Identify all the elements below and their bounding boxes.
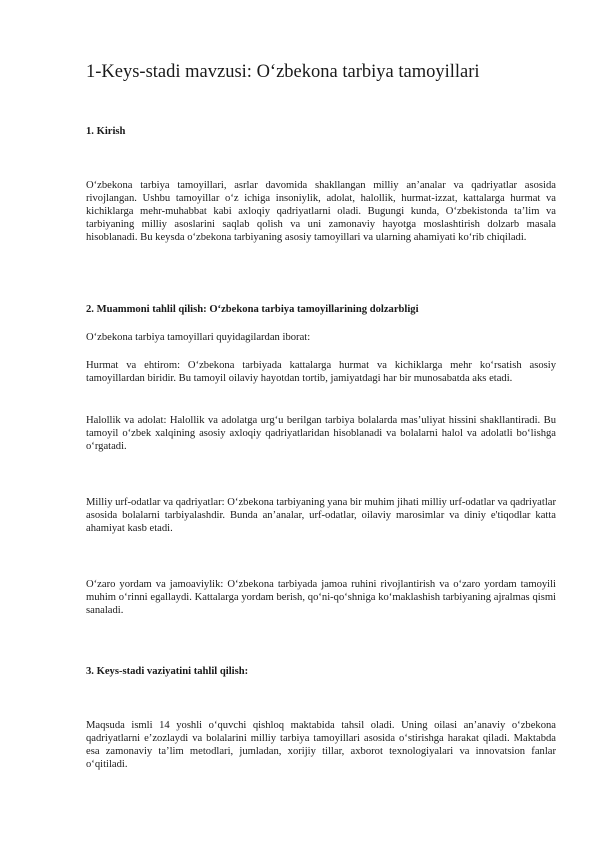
- section-heading-case-analysis: 3. Keys-stadi vaziyatini tahlil qilish:: [86, 666, 249, 677]
- paragraph-principles-intro: O‘zbekona tarbiya tamoyillari quyidagilardan iborat:: [86, 332, 311, 343]
- paragraph-introduction: O‘zbekona tarbiya tamoyillari, asrlar davomida shakllangan milliy an’analar va qadriyatlar asosida rivojlangan. Ushbu tamoyillar o‘z ichiga insoniylik, adolat, halollik, hurmat-izzat, kattalarga hurmat va kichiklarga mehr-muhabbat kabi axloqiy qadriyatlarni oladi. Bugungi kunda, O‘zbekistonda ta’lim va tarbiyaning milliy asoslarini saqlab qolish va uni zamonaviy hayotga moslashtirish dolzarb masala hisoblanadi. Bu keysda o‘zbekona tarbiyaning asosiy tamoyillari va ularning ahamiyati ko‘rib chiqiladi.: [86, 180, 556, 244]
- page-title: 1-Keys-stadi mavzusi: O‘zbekona tarbiya tamoyillari: [86, 62, 480, 82]
- paragraph-honesty: Halollik va adolat: Halollik va adolatga urg‘u berilgan tarbiya bolalarda mas’uliyat hissini shakllantiradi. Bu tamoyil o‘zbek xalqining asosiy axloqiy qadriyatlaridan hisoblanadi va bolalarni halol va adolatli bo‘lishga o‘rgatadi.: [86, 415, 556, 453]
- paragraph-case-description: Maqsuda ismli 14 yoshli o‘quvchi qishloq maktabida tahsil oladi. Uning oilasi an’anaviy o‘zbekona qadriyatlarni e’zozlaydi va bolalarini milliy tarbiya tamoyillari asosida o‘stirishga harakat qiladi. Maktabda esa zamonaviy ta’lim metodlari, jumladan, xorijiy tillar, axborot texnologiyalari va innovatsion fanlar o‘qitiladi.: [86, 720, 556, 771]
- section-heading-problem-analysis: 2. Muammoni tahlil qilish: O‘zbekona tarbiya tamoyillarining dolzarbligi: [86, 304, 419, 315]
- paragraph-mutual-help: O‘zaro yordam va jamoaviylik: O‘zbekona tarbiyada jamoa ruhini rivojlantirish va o‘zaro yordam tamoyili muhim o‘rinni egallaydi. Kattalarga yordam berish, qo‘ni-qo‘shniga ko‘maklashish tarbiyaning ajralmas qismi sanaladi.: [86, 579, 556, 617]
- paragraph-respect: Hurmat va ehtirom: O‘zbekona tarbiyada kattalarga hurmat va kichiklarga mehr ko‘rsatish asosiy tamoyillardan biridir. Bu tamoyil oilaviy hayotdan tortib, jamiyatdagi har bir munosabatda aks etadi.: [86, 360, 556, 385]
- section-heading-introduction: 1. Kirish: [86, 126, 126, 137]
- paragraph-traditions: Milliy urf-odatlar va qadriyatlar: O‘zbekona tarbiyaning yana bir muhim jihati milliy urf-odatlar va qadriyatlar asosida bolalarni tarbiyalashdir. Bunda an’analar, urf-odatlar, oilaviy marosimlar va diniy e'tiqodlar katta ahamiyat kasb etadi.: [86, 497, 556, 535]
